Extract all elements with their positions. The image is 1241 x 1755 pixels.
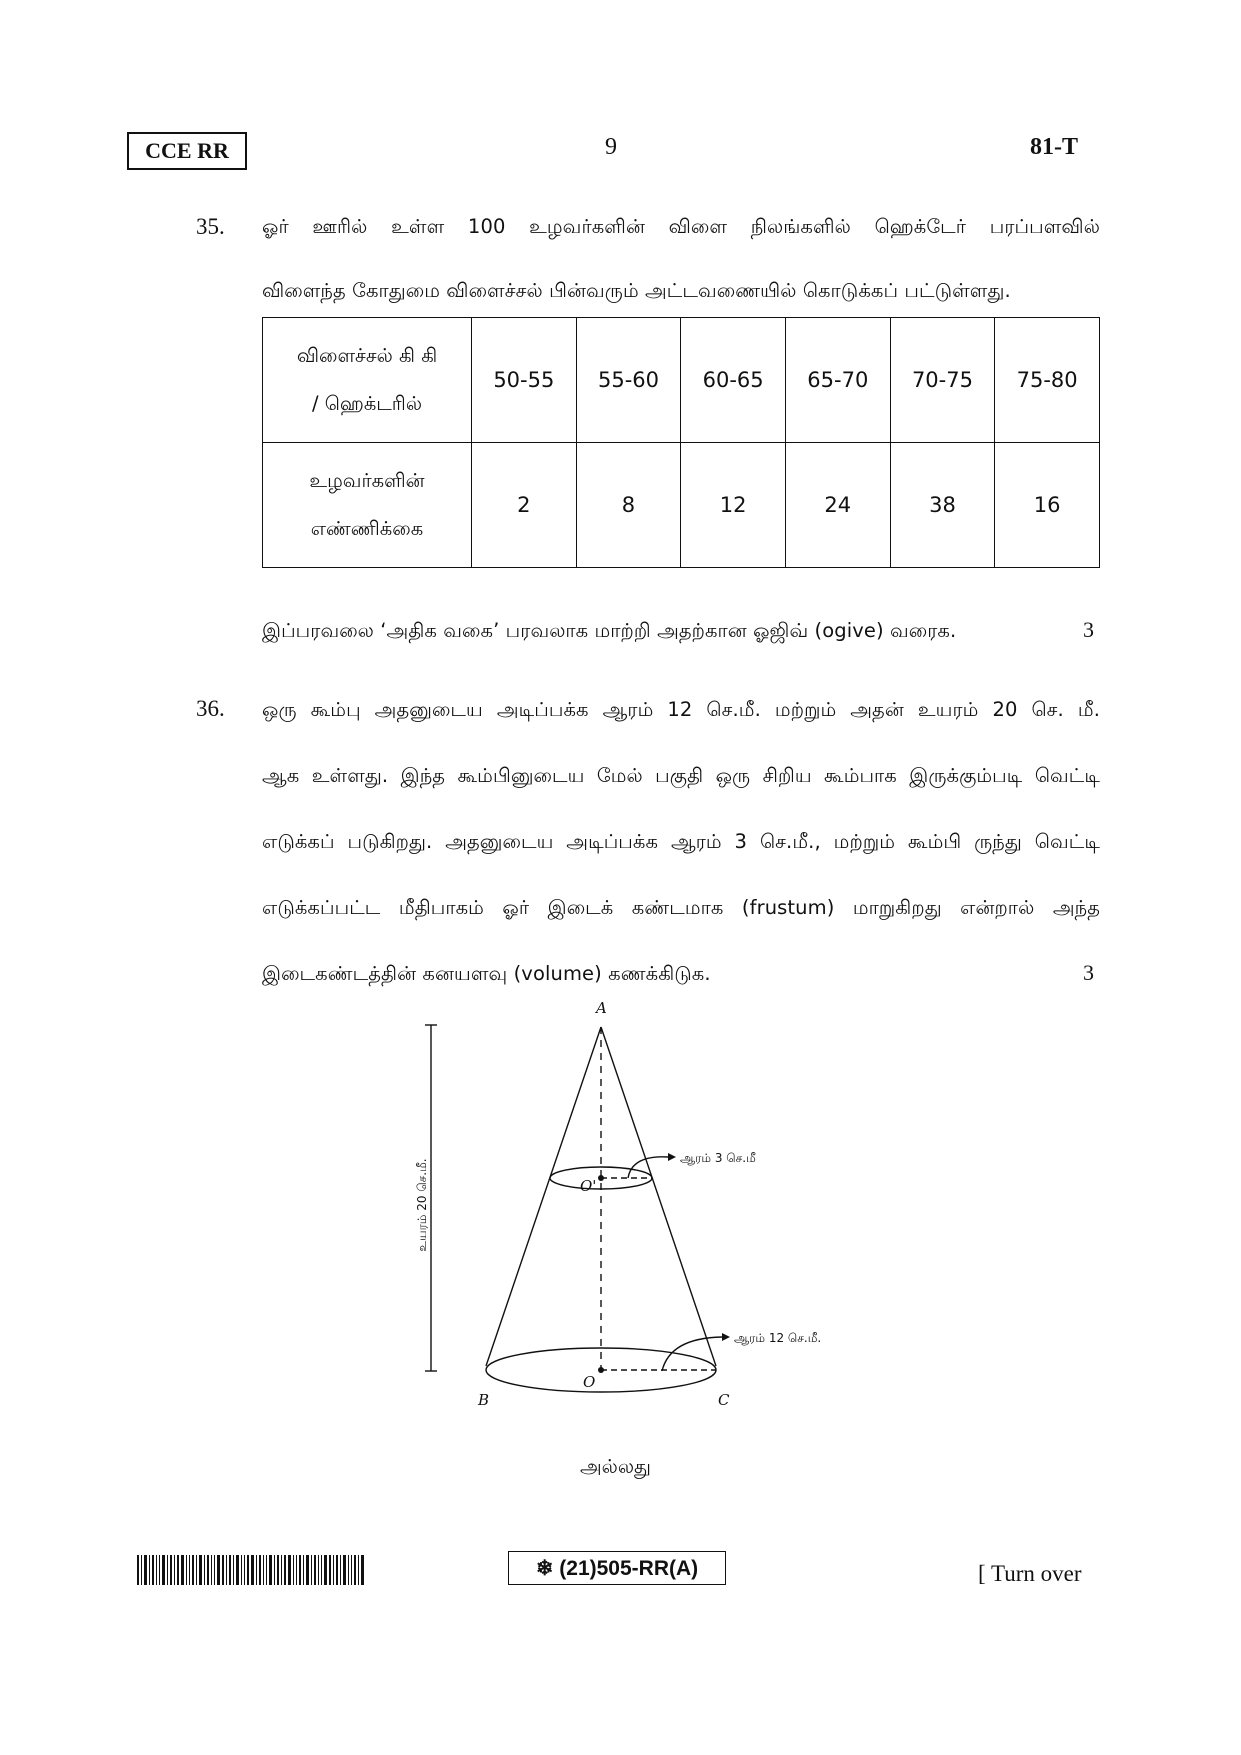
barcode	[137, 1555, 365, 1585]
question-36-marks: 3	[1083, 960, 1094, 985]
paper-code: 81-T	[1030, 134, 1078, 160]
yield-header-line-1: விளைச்சல் கி கி	[296, 344, 438, 367]
question-35-line-2: விளைந்த கோதுமை விளைச்சல் பின்வரும் அட்டவணையில் கொடுக்கப் பட்டுள்ளது.	[262, 279, 1011, 302]
yield-header-line-2: / ஹெக்டரில்	[311, 392, 423, 415]
turn-over-text: [ Turn over	[978, 1561, 1082, 1586]
cone-frustum-diagram	[400, 995, 840, 1415]
question-36-line-1: ஒரு கூம்பு அதனுடைய அடிப்பக்க ஆரம் 12 செ.மீ. மற்றும் அதன் உயரம் 20 செ. மீ.	[262, 698, 1100, 721]
question-36-number: 36.	[196, 696, 225, 721]
large-radius-arrow	[662, 1337, 722, 1371]
question-35-marks: 3	[1083, 617, 1094, 642]
cone-right-edge	[601, 1027, 716, 1366]
question-36-line-4: எடுக்கப்பட்ட மீதிபாகம் ஓர் இடைக் கண்டமாக (frustum) மாறுகிறது என்றால் அந்த	[262, 896, 1100, 919]
farmers-header-line-2: எண்ணிக்கை	[310, 517, 424, 540]
large-radius-label: ஆரம் 12 செ.மீ.	[734, 1331, 822, 1345]
label-o: O	[583, 1373, 596, 1391]
page-number: 9	[605, 134, 617, 160]
label-b: B	[478, 1391, 490, 1409]
table-row-header-yield	[263, 318, 472, 443]
table-cell-frequency: 16	[995, 443, 1100, 568]
table-row-header-farmers	[263, 443, 472, 568]
small-radius-label: ஆரம் 3 செ.மீ	[680, 1151, 756, 1165]
question-35-line-1: ஓர் ஊரில் உள்ள 100 உழவர்களின் விளை நிலங்களில் ஹெக்டேர் பரப்பளவில்	[262, 215, 1100, 238]
label-o-prime: O'	[580, 1177, 597, 1195]
large-radius-arrowhead	[722, 1333, 730, 1341]
table-cell-frequency: 24	[785, 443, 890, 568]
table-cell-frequency: 2	[472, 443, 577, 568]
exam-code-box: CCE RR	[127, 132, 247, 170]
table-cell-class: 70-75	[890, 318, 995, 443]
table-cell-frequency: 12	[681, 443, 786, 568]
question-35-number: 35.	[196, 214, 225, 239]
or-divider-text: அல்லது	[580, 1455, 651, 1478]
table-cell-frequency: 38	[890, 443, 995, 568]
cone-left-edge	[486, 1027, 601, 1366]
label-a: A	[596, 999, 607, 1017]
farmers-header-line-1: உழவர்களின்	[309, 469, 425, 492]
question-36-line-5: இடைகண்டத்தின் கனயளவு (volume) கணக்கிடுக.	[262, 962, 711, 985]
table-cell-frequency: 8	[576, 443, 681, 568]
table-cell-class: 55-60	[576, 318, 681, 443]
question-36-line-2: ஆக உள்ளது. இந்த கூம்பினுடைய மேல் பகுதி ஒரு சிறிய கூம்பாக இருக்கும்படி வெட்டி	[262, 764, 1100, 787]
center-o-prime	[598, 1175, 604, 1181]
table-cell-class: 60-65	[681, 318, 786, 443]
small-radius-arrowhead	[668, 1153, 676, 1161]
table-cell-class: 50-55	[472, 318, 577, 443]
question-36-line-3: எடுக்கப் படுகிறது. அதனுடைய அடிப்பக்க ஆரம் 3 செ.மீ., மற்றும் கூம்பி ருந்து வெட்டி	[262, 830, 1100, 853]
table-cell-class: 75-80	[995, 318, 1100, 443]
center-o	[598, 1367, 604, 1373]
height-label: உயரம் 20 செ.மீ.	[415, 1158, 429, 1252]
frequency-table	[262, 317, 1100, 568]
table-row-yield	[263, 318, 1100, 443]
table-row-farmers	[263, 443, 1100, 568]
label-c: C	[718, 1391, 730, 1409]
question-35-instruction: இப்பரவலை ‘அதிக வகை’ பரவலாக மாற்றி அதற்கான ஓஜிவ் (ogive) வரைக.	[262, 619, 957, 642]
footer-exam-code: ❄ (21)505-RR(A)	[508, 1551, 726, 1585]
table-cell-class: 65-70	[785, 318, 890, 443]
